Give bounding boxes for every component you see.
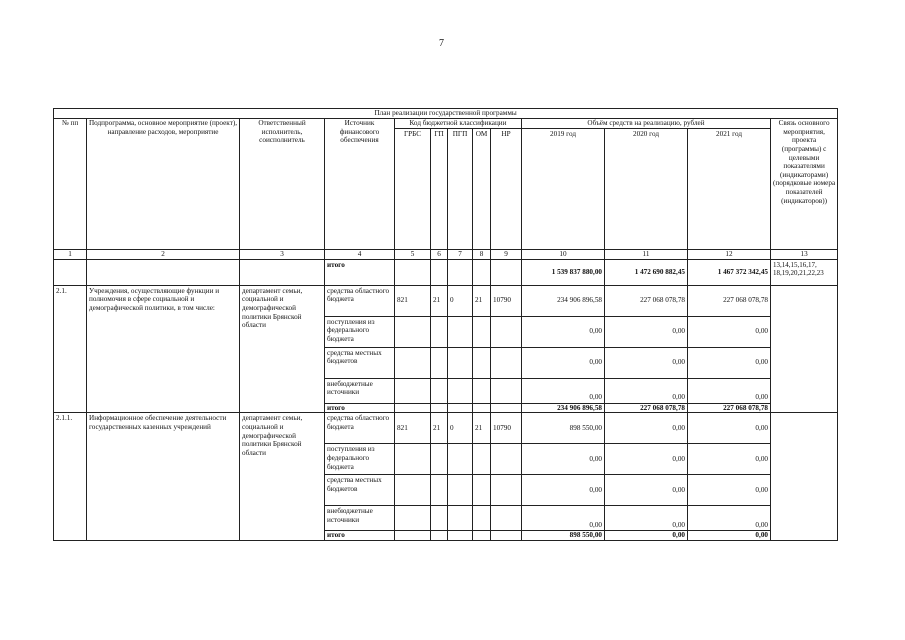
pgp-code: 0 (448, 285, 473, 316)
col-number: 9 (491, 250, 522, 260)
subtotal-2020: 0,00 (605, 531, 688, 541)
header-gp: ГП (431, 129, 448, 250)
amount-2020: 0,00 (605, 413, 688, 444)
header-link: Связь основного мероприятия, проекта (программы) с целевыми показателями (индикаторами) (порядковые номера показателей (индикаторов)) (771, 119, 838, 250)
block-name: Информационное обеспечение деятельности государственных казенных учреждений (87, 413, 240, 541)
source-label: поступления из федерального бюджета (325, 316, 395, 347)
amount-2021: 0,00 (688, 444, 771, 475)
grand-total-label: итого (325, 259, 395, 285)
amount-2020: 0,00 (605, 347, 688, 378)
grand-total-row (54, 259, 838, 285)
col-number: 8 (473, 250, 491, 260)
amount-2020: 0,00 (605, 475, 688, 506)
amount-2019: 0,00 (522, 444, 605, 475)
subtotal-label: итого (325, 531, 395, 541)
column-number-row (54, 250, 838, 260)
amount-2021: 227 068 078,78 (688, 285, 771, 316)
amount-2019: 0,00 (522, 475, 605, 506)
source-label: средства областного бюджета (325, 285, 395, 316)
col-number: 5 (395, 250, 431, 260)
block-number: 2.1.1. (54, 413, 87, 541)
header-2020: 2020 год (605, 129, 688, 250)
subtotal-label: итого (325, 403, 395, 413)
subtotal-2020: 227 068 078,78 (605, 403, 688, 413)
col-number: 7 (448, 250, 473, 260)
block-executor: департамент семьи, социальной и демографической политики Брянской области (240, 413, 325, 541)
source-label: внебюджетные источники (325, 378, 395, 403)
gp-code: 21 (431, 413, 448, 444)
amount-2020: 0,00 (605, 378, 688, 403)
pgp-code: 0 (448, 413, 473, 444)
page-number: 7 (439, 38, 444, 49)
header-code-group: Код бюджетной классификации (395, 119, 522, 129)
amount-2019: 0,00 (522, 378, 605, 403)
amount-2021: 0,00 (688, 475, 771, 506)
source-label: средства местных бюджетов (325, 475, 395, 506)
om-code: 21 (473, 285, 491, 316)
table-title-row (54, 109, 838, 119)
amount-2021: 0,00 (688, 347, 771, 378)
header-row (54, 119, 838, 129)
grbs-code: 821 (395, 285, 431, 316)
block-executor: департамент семьи, социальной и демографической политики Брянской области (240, 285, 325, 413)
source-label: поступления из федерального бюджета (325, 444, 395, 475)
col-number: 13 (771, 250, 838, 260)
block-number: 2.1. (54, 285, 87, 413)
source-label: внебюджетные источники (325, 506, 395, 531)
header-amount-group: Объём средств на реализацию, рублей (522, 119, 771, 129)
amount-2020: 0,00 (605, 444, 688, 475)
program-plan-table (53, 108, 838, 541)
col-number: 10 (522, 250, 605, 260)
amount-2020: 227 068 078,78 (605, 285, 688, 316)
header-om: ОМ (473, 129, 491, 250)
col-number: 1 (54, 250, 87, 260)
amount-2021: 0,00 (688, 413, 771, 444)
header-subprogram: Подпрограмма, основное мероприятие (проект), направление расходов, мероприятие (87, 119, 240, 250)
indicator-links: 13,14,15,16,17, 18,19,20,21,22,23 (771, 259, 838, 285)
amount-2021: 0,00 (688, 506, 771, 531)
amount-2019: 0,00 (522, 316, 605, 347)
om-code: 21 (473, 413, 491, 444)
header-nr: НР (491, 129, 522, 250)
table-title: План реализации государственной программы (54, 109, 838, 119)
grbs-code: 821 (395, 413, 431, 444)
amount-2021: 0,00 (688, 378, 771, 403)
source-label: средства областного бюджета (325, 413, 395, 444)
amount-2019: 234 906 896,58 (522, 285, 605, 316)
amount-2019: 0,00 (522, 347, 605, 378)
header-num: № пп (54, 119, 87, 250)
header-executor: Ответственный исполнитель, соисполнитель (240, 119, 325, 250)
nr-code: 10790 (491, 413, 522, 444)
header-2019: 2019 год (522, 129, 605, 250)
nr-code: 10790 (491, 285, 522, 316)
amount-2020: 0,00 (605, 316, 688, 347)
amount-2020: 0,00 (605, 506, 688, 531)
grand-total-2019: 1 539 837 880,00 (522, 259, 605, 285)
amount-2021: 0,00 (688, 316, 771, 347)
amount-2019: 898 550,00 (522, 413, 605, 444)
grand-total-2021: 1 467 372 342,45 (688, 259, 771, 285)
header-grbs: ГРБС (395, 129, 431, 250)
col-number: 6 (431, 250, 448, 260)
col-number: 4 (325, 250, 395, 260)
header-source: Источник финансового обеспечения (325, 119, 395, 250)
col-number: 11 (605, 250, 688, 260)
subtotal-2019: 898 550,00 (522, 531, 605, 541)
amount-2019: 0,00 (522, 506, 605, 531)
header-pgp: ПГП (448, 129, 473, 250)
subtotal-2021: 0,00 (688, 531, 771, 541)
table-row (54, 413, 838, 444)
col-number: 12 (688, 250, 771, 260)
subtotal-2021: 227 068 078,78 (688, 403, 771, 413)
col-number: 3 (240, 250, 325, 260)
block-name: Учреждения, осуществляющие функции и полномочия в сфере социальной и демографической политики, в том числе: (87, 285, 240, 413)
header-2021: 2021 год (688, 129, 771, 250)
grand-total-2020: 1 472 690 882,45 (605, 259, 688, 285)
col-number: 2 (87, 250, 240, 260)
table-row (54, 285, 838, 316)
gp-code: 21 (431, 285, 448, 316)
subtotal-2019: 234 906 896,58 (522, 403, 605, 413)
source-label: средства местных бюджетов (325, 347, 395, 378)
